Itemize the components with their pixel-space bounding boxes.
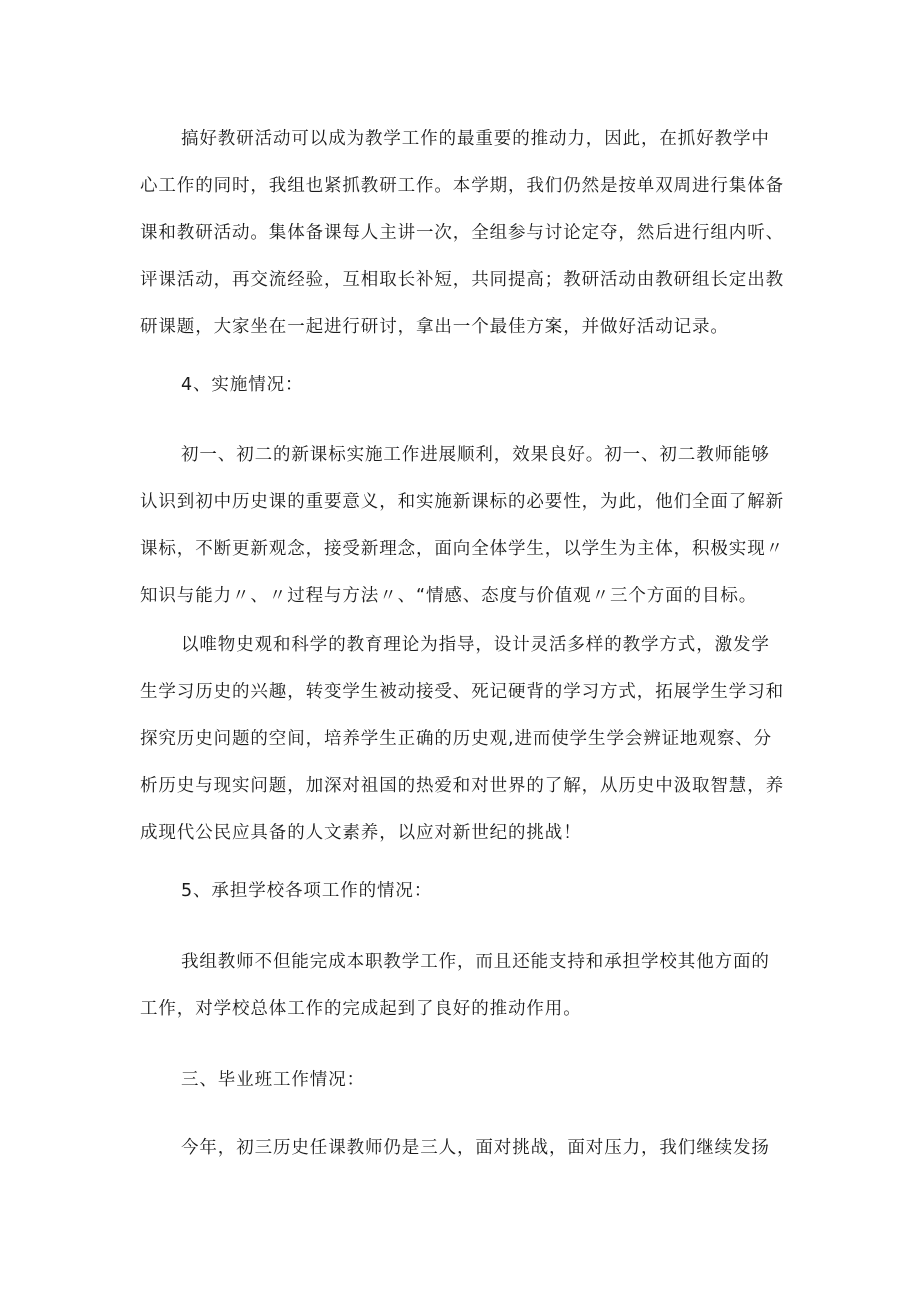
text-line: 析历史与现实问题，加深对祖国的热爱和对世界的了解，从历史中汲取智慧，养 (140, 776, 784, 796)
text-line: 生学习历史的兴趣，转变学生被动接受、死记硬背的学习方式，拓展学生学习和 (140, 682, 784, 702)
section-heading-school-work: 5、承担学校各项工作的情况： (181, 881, 433, 901)
text-line: 今年，初三历史任课教师仍是三人，面对挑战，面对压力，我们继续发扬 (181, 1138, 770, 1158)
text-line: 以唯物史观和科学的教育理论为指导，设计灵活多样的教学方式，激发学 (181, 635, 770, 655)
paragraph-teaching-research (140, 116, 790, 351)
text-line: 成现代公民应具备的人文素养，以应对新世纪的挑战！ (140, 823, 582, 843)
text-line: 工作，对学校总体工作的完成起到了良好的推动作用。 (140, 999, 582, 1019)
text-line: 认识到初中历史课的重要意义，和实施新课标的必要性，为此，他们全面了解新 (140, 492, 784, 512)
text-line: 我组教师不但能完成本职教学工作，而且还能支持和承担学校其他方面的 (181, 952, 770, 972)
text-line: 研课题，大家坐在一起进行研讨，拿出一个最佳方案，并做好活动记录。 (140, 317, 729, 337)
paragraph-graduating-class (140, 1125, 790, 1172)
text-line: 探究历史问题的空间，培养学生正确的历史观,进而使学生学会辨证地观察、分 (140, 729, 773, 749)
text-line: 课标，不断更新观念，接受新理念，面向全体学生，以学生为主体，积极实现〃 (140, 539, 784, 559)
section-heading-implementation: 4、实施情况： (181, 375, 304, 395)
text-line: 课和教研活动。集体备课每人主讲一次，全组参与讨论定夺，然后进行组内听、 (140, 223, 784, 243)
paragraph-school-work (140, 939, 790, 1033)
text-line: 知识与能力〃、〃过程与方法〃、“情感、态度与价值观〃三个方面的目标。 (140, 586, 758, 606)
section-heading-graduating-class: 三、毕业班工作情况： (181, 1070, 365, 1090)
text-line: 评课活动，再交流经验，互相取长补短，共同提高；教研活动由教研组长定出教 (140, 270, 784, 290)
paragraph-historical-materialism (140, 622, 790, 857)
paragraph-new-curriculum (140, 432, 790, 620)
text-line: 搞好教研活动可以成为教学工作的最重要的推动力，因此，在抓好教学中 (181, 129, 770, 149)
text-line: 初一、初二的新课标实施工作进展顺利，效果良好。初一、初二教师能够 (181, 445, 770, 465)
text-line: 心工作的同时，我组也紧抓教研工作。本学期，我们仍然是按单双周进行集体备 (140, 176, 784, 196)
